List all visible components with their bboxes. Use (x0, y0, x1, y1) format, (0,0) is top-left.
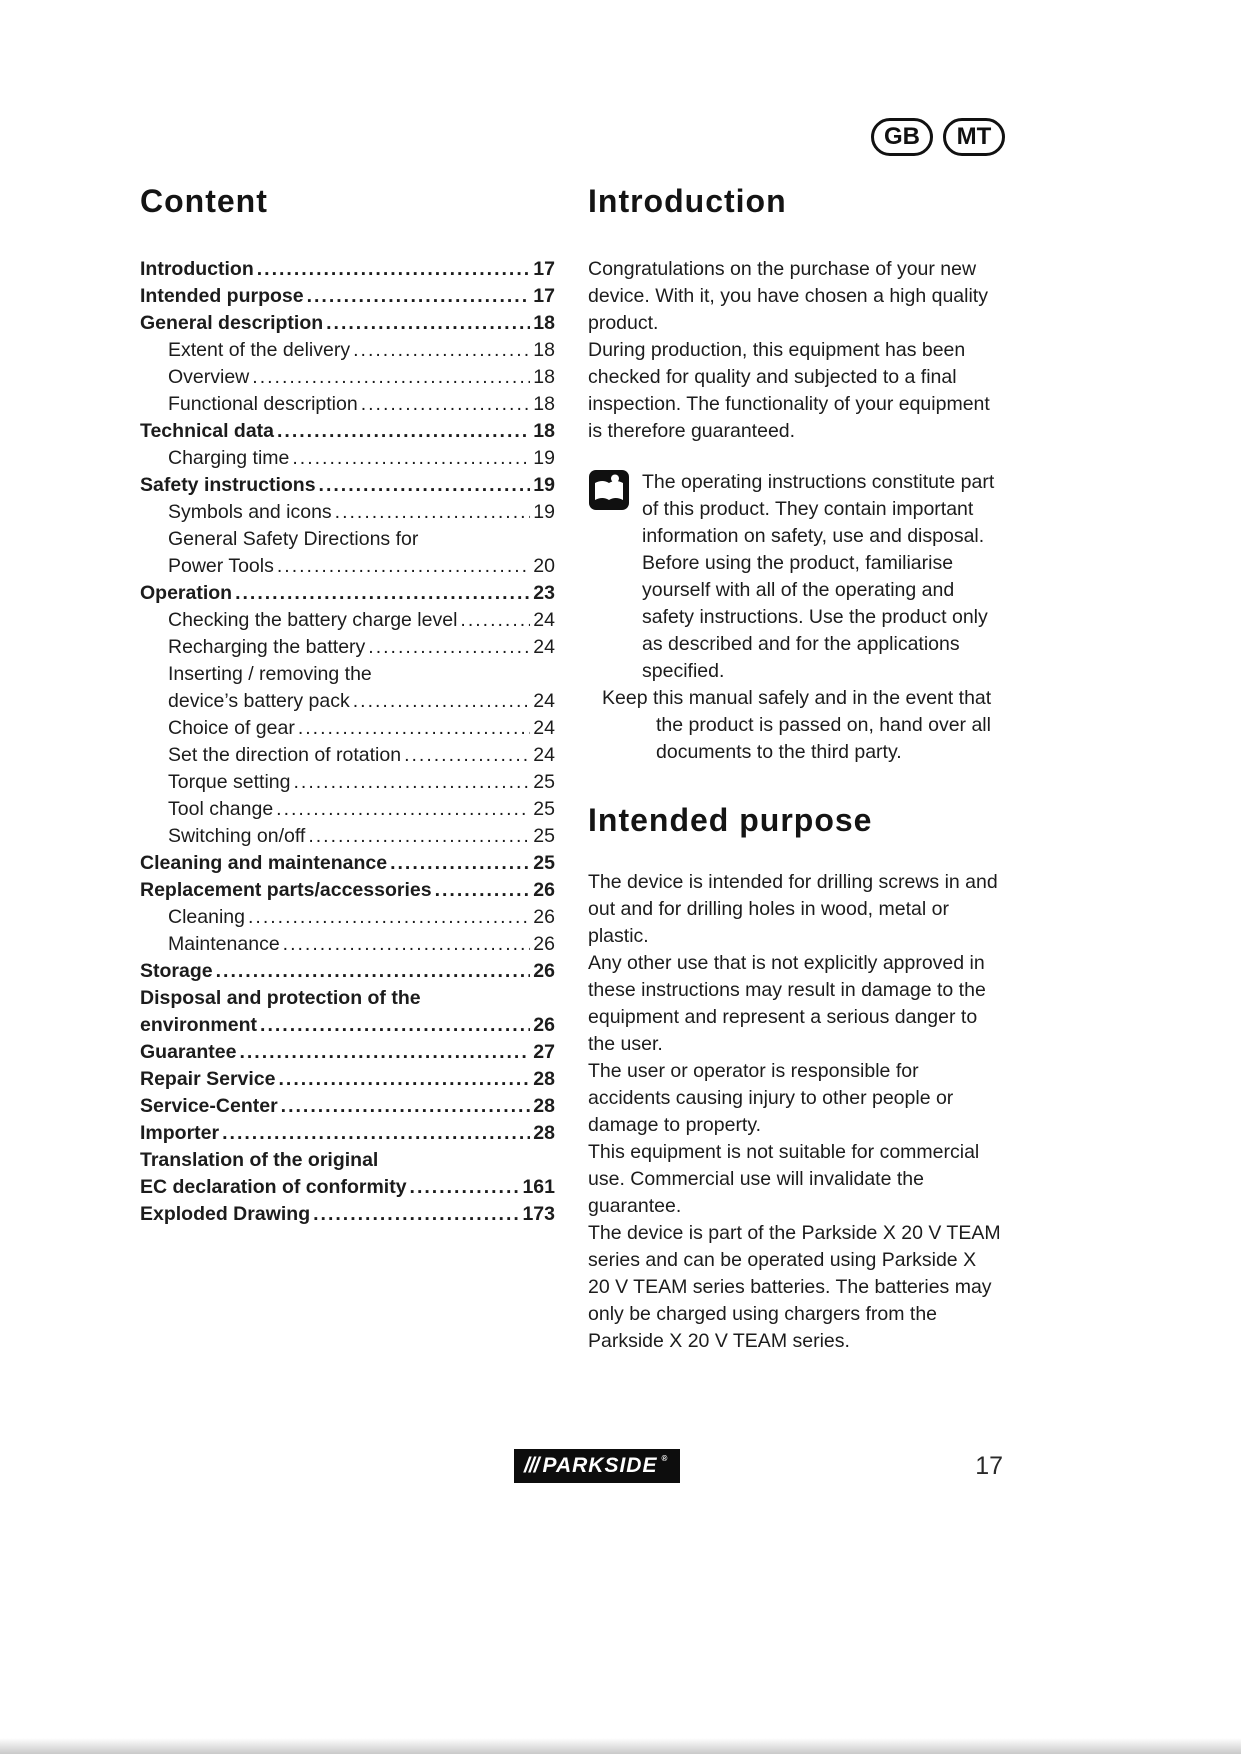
toc-entry-label: Symbols and icons (168, 501, 332, 523)
toc-entry (140, 742, 555, 769)
toc-entry-page: 19 (533, 474, 555, 496)
toc-dot-leader (307, 283, 531, 310)
toc-entry (140, 850, 555, 877)
toc-dot-leader (277, 553, 530, 580)
toc-entry (140, 418, 555, 445)
toc-entry-page: 27 (533, 1041, 555, 1063)
toc-entry-wrap-line: Disposal and protection of the (140, 987, 421, 1009)
toc-entry (140, 904, 555, 931)
toc-entry-page: 26 (533, 960, 555, 982)
toc-entry-page: 25 (533, 852, 555, 874)
toc-heading: Content (140, 183, 268, 219)
toc-entry (140, 796, 555, 823)
registered-mark: ® (661, 1454, 669, 1463)
toc-dot-leader (435, 877, 531, 904)
intended-purpose-heading: Intended purpose (588, 802, 873, 838)
toc-entry-label: Safety instructions (140, 474, 316, 496)
toc-dot-leader (353, 337, 530, 364)
toc-dot-leader (277, 418, 530, 445)
toc-entry-label: Technical data (140, 420, 275, 442)
toc-entry (140, 1093, 555, 1120)
toc-entry-page: 19 (533, 447, 555, 469)
toc-dot-leader (279, 1066, 531, 1093)
toc-dot-leader (222, 1120, 530, 1147)
toc-entry-label: Repair Service (140, 1068, 276, 1090)
toc-entry-label: Introduction (140, 258, 254, 280)
toc-column (140, 183, 555, 1355)
parkside-logo-slashes: /// (524, 1454, 539, 1477)
toc-entry-label: Exploded Drawing (140, 1203, 311, 1225)
toc-dot-leader (319, 472, 531, 499)
toc-dot-leader (308, 823, 530, 850)
toc-entry (140, 634, 555, 661)
toc-list (140, 256, 555, 1228)
toc-entry-page: 24 (533, 690, 555, 712)
intended-purpose-text (588, 869, 1003, 1355)
toc-entry (140, 958, 555, 985)
toc-dot-leader (235, 580, 530, 607)
language-badge-gb: GB (871, 118, 933, 156)
toc-dot-leader (248, 904, 530, 931)
toc-dot-leader (410, 1174, 520, 1201)
toc-entry-page: 26 (533, 879, 555, 901)
toc-entry-label: Cleaning (168, 906, 245, 928)
toc-entry-page: 28 (533, 1122, 555, 1144)
language-badges (871, 118, 1005, 156)
toc-entry-label: Set the direction of rotation (168, 744, 402, 766)
toc-dot-leader (260, 1012, 530, 1039)
toc-entry-wrap-line: Translation of the original (140, 1149, 379, 1171)
toc-entry (140, 580, 555, 607)
toc-entry (140, 1147, 555, 1201)
intended-purpose-paragraph: Any other use that is not explicitly approved in these instructions may result in damage to the equipment and represent a serious danger to the user. (588, 952, 986, 1055)
toc-dot-leader (257, 256, 531, 283)
toc-entry-label: Torque setting (168, 771, 291, 793)
toc-entry-label: Cleaning and maintenance (140, 852, 388, 874)
toc-entry-label: Replacement parts/accessories (140, 879, 432, 901)
toc-entry (140, 310, 555, 337)
toc-entry (140, 526, 555, 580)
toc-dot-leader (361, 391, 531, 418)
toc-entry (140, 283, 555, 310)
toc-entry (140, 499, 555, 526)
toc-entry-page: 24 (533, 744, 555, 766)
toc-dot-leader (368, 634, 530, 661)
toc-entry (140, 1120, 555, 1147)
toc-entry-page: 18 (533, 312, 555, 334)
toc-dot-leader (216, 958, 531, 985)
toc-entry (140, 661, 555, 715)
toc-entry (140, 607, 555, 634)
toc-dot-leader (239, 1039, 530, 1066)
toc-entry (140, 1066, 555, 1093)
language-badge-mt: MT (943, 118, 1005, 156)
toc-entry-page: 18 (533, 366, 555, 388)
toc-entry-page: 28 (533, 1068, 555, 1090)
toc-entry-page: 19 (533, 501, 555, 523)
intro-paragraph-1: Congratulations on the purchase of your new device. With it, you have chosen a high quality product. (588, 258, 988, 334)
toc-entry-page: 26 (533, 906, 555, 928)
toc-entry-label: Tool change (168, 798, 274, 820)
toc-entry-label: Choice of gear (168, 717, 295, 739)
toc-entry-page: 25 (533, 798, 555, 820)
toc-entry-label: Intended purpose (140, 285, 304, 307)
toc-entry-label: Service-Center (140, 1095, 278, 1117)
toc-entry-page: 161 (522, 1176, 555, 1198)
toc-entry (140, 337, 555, 364)
content-column (588, 183, 1003, 1355)
toc-entry-page: 25 (533, 771, 555, 793)
introduction-heading: Introduction (588, 183, 787, 219)
toc-entry-page: 24 (533, 717, 555, 739)
toc-dot-leader (404, 742, 530, 769)
toc-entry (140, 364, 555, 391)
toc-entry-wrap-line: Inserting / removing the (168, 663, 372, 685)
toc-entry (140, 1201, 555, 1228)
toc-entry-label: Charging time (168, 447, 290, 469)
toc-dot-leader (252, 364, 530, 391)
toc-entry-label: Maintenance (168, 933, 280, 955)
toc-entry-page: 20 (533, 555, 555, 577)
toc-dot-leader (294, 769, 531, 796)
toc-entry-label: Importer (140, 1122, 220, 1144)
toc-entry-page: 17 (533, 285, 555, 307)
toc-dot-leader (353, 688, 531, 715)
toc-entry (140, 391, 555, 418)
toc-entry-page: 17 (533, 258, 555, 280)
toc-entry-label: Operation (140, 582, 233, 604)
toc-entry-label: General description (140, 312, 324, 334)
toc-entry (140, 931, 555, 958)
toc-dot-leader (335, 499, 531, 526)
toc-entry-page: 18 (533, 420, 555, 442)
toc-entry (140, 823, 555, 850)
toc-entry (140, 715, 555, 742)
toc-dot-leader (281, 1093, 531, 1120)
toc-entry (140, 877, 555, 904)
toc-entry-label: Power Tools (168, 555, 274, 577)
toc-dot-leader (313, 1201, 519, 1228)
intended-purpose-paragraph: The user or operator is responsible for accidents causing injury to other people or damage to property. (588, 1060, 954, 1136)
toc-entry (140, 445, 555, 472)
toc-dot-leader (276, 796, 530, 823)
intended-purpose-paragraph: The device is intended for drilling screws in and out and for drilling holes in wood, metal or plastic. (588, 871, 998, 947)
toc-dot-leader (390, 850, 530, 877)
manual-note (588, 469, 1003, 685)
toc-entry-label: device’s battery pack (168, 690, 350, 712)
toc-entry-page: 173 (522, 1203, 555, 1225)
parkside-logo (514, 1449, 680, 1483)
toc-entry (140, 472, 555, 499)
toc-entry (140, 985, 555, 1039)
toc-entry-page: 25 (533, 825, 555, 847)
toc-entry-page: 26 (533, 1014, 555, 1036)
toc-entry-page: 18 (533, 393, 555, 415)
toc-entry-label: Recharging the battery (168, 636, 366, 658)
toc-entry-page: 24 (533, 609, 555, 631)
toc-entry-label: EC declaration of conformity (140, 1176, 407, 1198)
toc-entry (140, 769, 555, 796)
toc-dot-leader (460, 607, 530, 634)
page-edge-shadow (0, 1738, 1241, 1754)
toc-entry (140, 256, 555, 283)
intended-purpose-paragraph: This equipment is not suitable for commercial use. Commercial use will invalidate the guarantee. (588, 1141, 980, 1217)
toc-entry-label: Extent of the delivery (168, 339, 351, 361)
toc-entry-label: Overview (168, 366, 250, 388)
keep-manual-note: Keep this manual safely and in the event that the product is passed on, hand over all documents to the third party. (602, 687, 992, 763)
toc-entry-page: 23 (533, 582, 555, 604)
toc-entry-page: 26 (533, 933, 555, 955)
page-number: 17 (975, 1452, 1003, 1480)
toc-entry-label: Switching on/off (168, 825, 306, 847)
read-manual-icon (588, 469, 630, 511)
toc-entry-label: environment (140, 1014, 258, 1036)
toc-entry (140, 1039, 555, 1066)
toc-dot-leader (298, 715, 530, 742)
toc-entry-page: 24 (533, 636, 555, 658)
toc-entry-label: Guarantee (140, 1041, 237, 1063)
toc-entry-page: 28 (533, 1095, 555, 1117)
toc-dot-leader (283, 931, 531, 958)
manual-note-text: The operating instructions constitute part of this product. They contain important information on safety, use and disposal. Before using the product, familiarise yourself with all of the operating and safety instructions. Use the product only as described and for the applications specified. (642, 471, 995, 682)
toc-entry-label: Checking the battery charge level (168, 609, 458, 631)
toc-entry-page: 18 (533, 339, 555, 361)
intro-paragraph-2: During production, this equipment has been checked for quality and subjected to a final inspection. The functionality of your equipment is therefore guaranteed. (588, 339, 990, 442)
parkside-logo-text: PARKSIDE (542, 1454, 658, 1477)
toc-entry-label: Storage (140, 960, 213, 982)
toc-entry-label: Functional description (168, 393, 358, 415)
intended-purpose-paragraph: The device is part of the Parkside X 20 V TEAM series and can be operated using Parkside X 20 V TEAM series batteries. The batteries may only be charged using chargers from the Parkside X 20 V TEAM series. (588, 1222, 1001, 1352)
toc-dot-leader (292, 445, 530, 472)
toc-entry-wrap-line: General Safety Directions for (168, 528, 419, 550)
toc-dot-leader (326, 310, 530, 337)
